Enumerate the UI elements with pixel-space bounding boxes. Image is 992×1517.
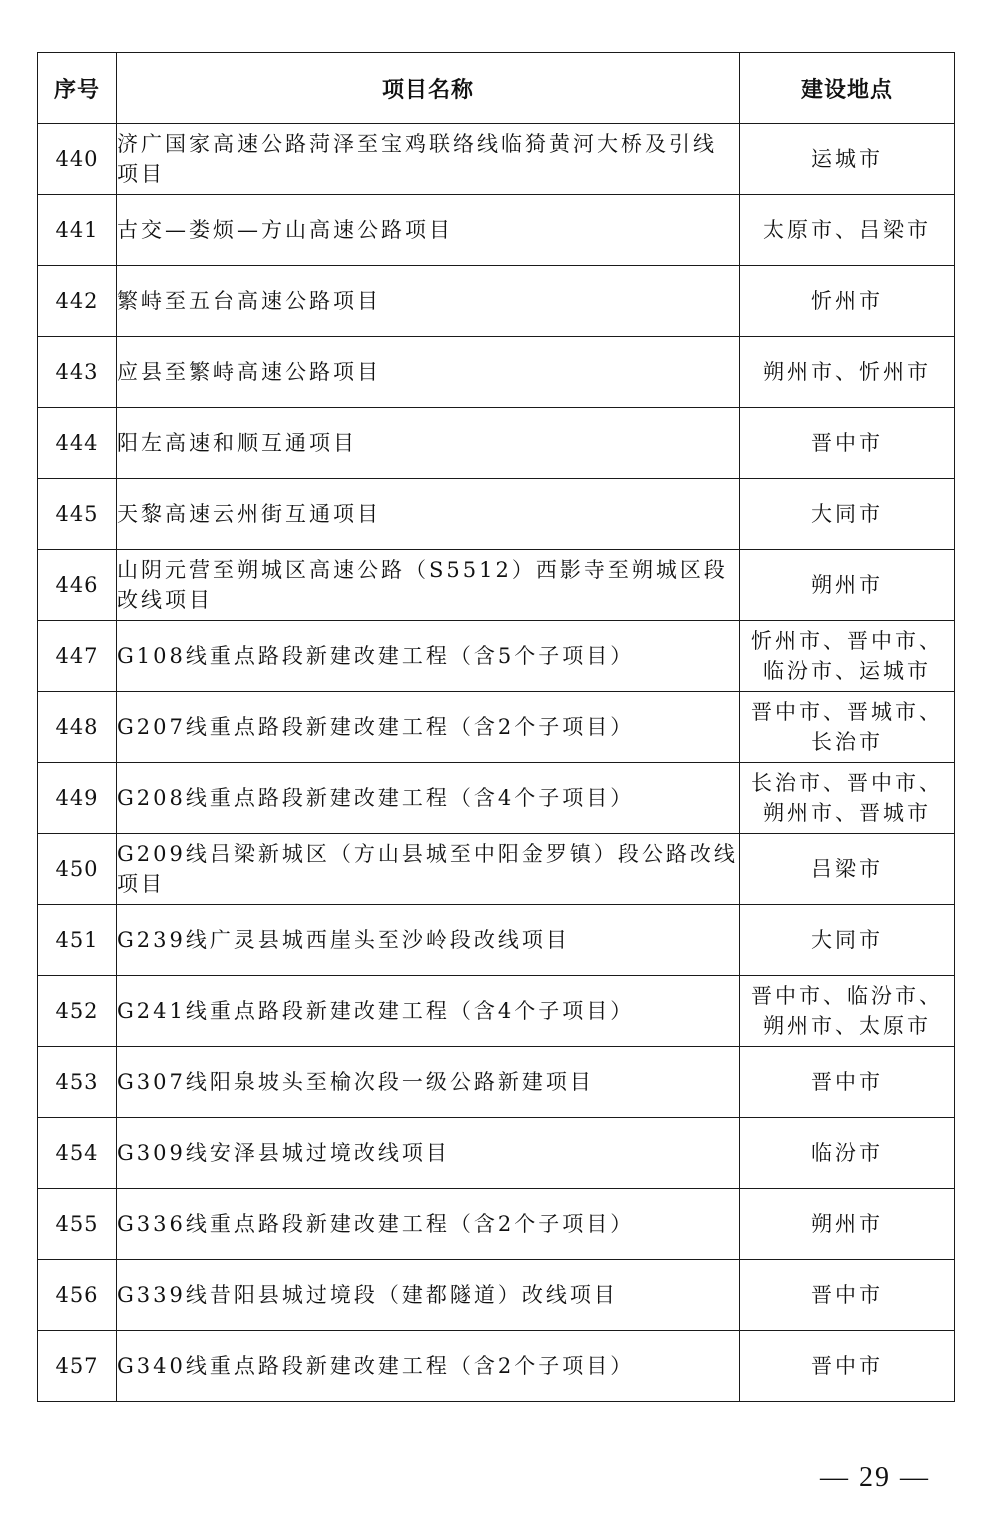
table-row xyxy=(38,124,955,195)
row-project-name: 阳左高速和顺互通项目 xyxy=(117,408,740,479)
table-body xyxy=(38,124,955,1402)
table-row xyxy=(38,834,955,905)
row-project-name: G340线重点路段新建改建工程（含2个子项目） xyxy=(117,1331,740,1402)
table-row xyxy=(38,1118,955,1189)
row-project-name: G241线重点路段新建改建工程（含4个子项目） xyxy=(117,976,740,1047)
row-location: 朔州市 xyxy=(740,550,955,621)
row-seq: 455 xyxy=(38,1189,117,1260)
row-seq: 453 xyxy=(38,1047,117,1118)
row-project-name: 天黎高速云州街互通项目 xyxy=(117,479,740,550)
header-row xyxy=(38,53,955,124)
row-seq: 456 xyxy=(38,1260,117,1331)
row-seq: 448 xyxy=(38,692,117,763)
header-location: 建设地点 xyxy=(740,53,955,124)
row-seq: 449 xyxy=(38,763,117,834)
row-location: 太原市、吕梁市 xyxy=(740,195,955,266)
table-row xyxy=(38,976,955,1047)
table-row xyxy=(38,266,955,337)
table-row xyxy=(38,692,955,763)
row-location: 晋中市、晋城市、长治市 xyxy=(740,692,955,763)
row-location: 运城市 xyxy=(740,124,955,195)
row-seq: 445 xyxy=(38,479,117,550)
row-seq: 454 xyxy=(38,1118,117,1189)
row-seq: 450 xyxy=(38,834,117,905)
table-row xyxy=(38,479,955,550)
page-number: — 29 — xyxy=(820,1462,930,1493)
table-row xyxy=(38,408,955,479)
row-seq: 451 xyxy=(38,905,117,976)
row-location: 临汾市 xyxy=(740,1118,955,1189)
table-row xyxy=(38,337,955,408)
row-project-name: G336线重点路段新建改建工程（含2个子项目） xyxy=(117,1189,740,1260)
row-location: 朔州市 xyxy=(740,1189,955,1260)
row-project-name: G239线广灵县城西崖头至沙岭段改线项目 xyxy=(117,905,740,976)
row-seq: 452 xyxy=(38,976,117,1047)
row-project-name: G207线重点路段新建改建工程（含2个子项目） xyxy=(117,692,740,763)
row-location: 晋中市 xyxy=(740,1260,955,1331)
row-seq: 457 xyxy=(38,1331,117,1402)
row-location: 忻州市 xyxy=(740,266,955,337)
header-project-name: 项目名称 xyxy=(117,53,740,124)
row-project-name: 山阴元营至朔城区高速公路（S5512）西影寺至朔城区段改线项目 xyxy=(117,550,740,621)
row-project-name: G108线重点路段新建改建工程（含5个子项目） xyxy=(117,621,740,692)
row-location: 大同市 xyxy=(740,479,955,550)
table-row xyxy=(38,1331,955,1402)
table-row xyxy=(38,905,955,976)
row-project-name: G339线昔阳县城过境段（建都隧道）改线项目 xyxy=(117,1260,740,1331)
row-seq: 440 xyxy=(38,124,117,195)
table-header xyxy=(38,53,955,124)
table-row xyxy=(38,1189,955,1260)
row-location: 长治市、晋中市、朔州市、晋城市 xyxy=(740,763,955,834)
row-location: 晋中市 xyxy=(740,1047,955,1118)
row-location: 晋中市 xyxy=(740,408,955,479)
project-table xyxy=(37,52,955,1402)
row-project-name: 古交—娄烦—方山高速公路项目 xyxy=(117,195,740,266)
row-seq: 441 xyxy=(38,195,117,266)
row-location: 晋中市 xyxy=(740,1331,955,1402)
row-seq: 447 xyxy=(38,621,117,692)
row-seq: 443 xyxy=(38,337,117,408)
row-location: 忻州市、晋中市、临汾市、运城市 xyxy=(740,621,955,692)
row-project-name: 繁峙至五台高速公路项目 xyxy=(117,266,740,337)
row-project-name: G307线阳泉坡头至榆次段一级公路新建项目 xyxy=(117,1047,740,1118)
row-location: 晋中市、临汾市、朔州市、太原市 xyxy=(740,976,955,1047)
row-project-name: G309线安泽县城过境改线项目 xyxy=(117,1118,740,1189)
row-project-name: 应县至繁峙高速公路项目 xyxy=(117,337,740,408)
row-location: 吕梁市 xyxy=(740,834,955,905)
table-row xyxy=(38,1260,955,1331)
row-location: 朔州市、忻州市 xyxy=(740,337,955,408)
table-row xyxy=(38,621,955,692)
header-seq: 序号 xyxy=(38,53,117,124)
table-row xyxy=(38,195,955,266)
row-seq: 442 xyxy=(38,266,117,337)
row-project-name: G208线重点路段新建改建工程（含4个子项目） xyxy=(117,763,740,834)
row-location: 大同市 xyxy=(740,905,955,976)
row-seq: 444 xyxy=(38,408,117,479)
row-project-name: 济广国家高速公路菏泽至宝鸡联络线临猗黄河大桥及引线项目 xyxy=(117,124,740,195)
table-row xyxy=(38,763,955,834)
row-project-name: G209线吕梁新城区（方山县城至中阳金罗镇）段公路改线项目 xyxy=(117,834,740,905)
table-row xyxy=(38,1047,955,1118)
table-row xyxy=(38,550,955,621)
row-seq: 446 xyxy=(38,550,117,621)
